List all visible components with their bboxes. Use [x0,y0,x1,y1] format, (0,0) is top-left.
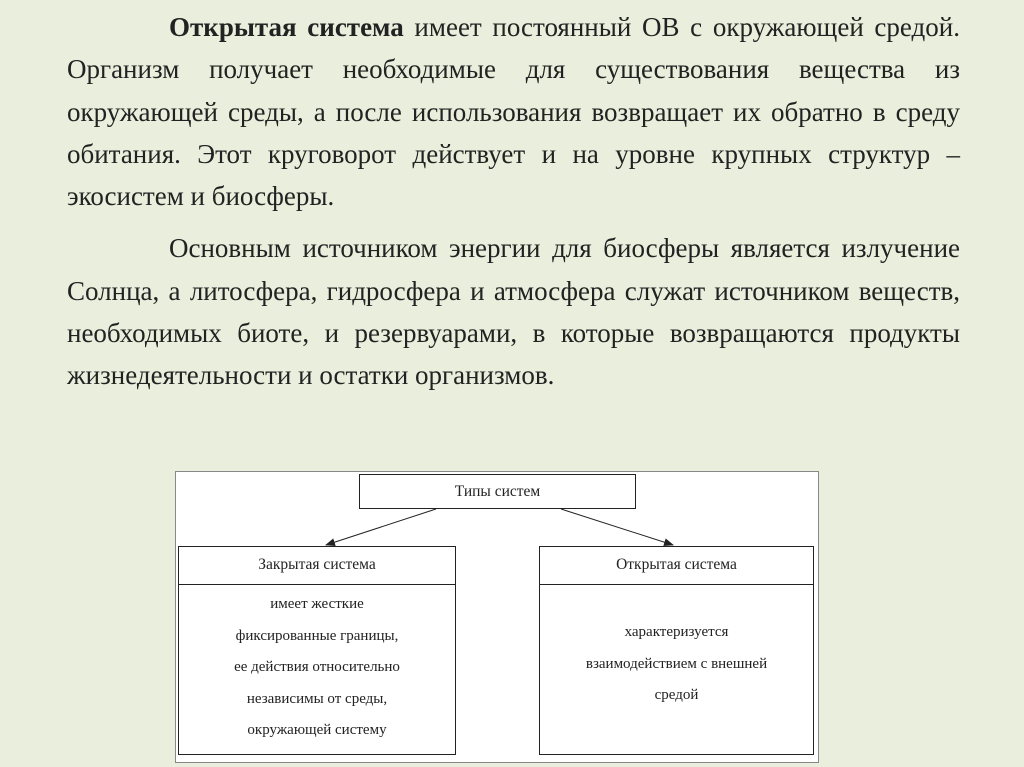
closed-system-description [179,585,455,747]
open-system-line: взаимодействием с внешней [585,655,768,672]
paragraph-open-system [67,6,960,217]
open-system-description [540,585,813,712]
arrow-to-open-system [561,509,673,545]
open-system-title: Открытая система [540,547,813,585]
closed-system-line: фиксированные границы, [235,627,399,644]
closed-system-line: независимы от среды, [246,690,388,707]
arrow-to-closed-system [326,509,436,545]
closed-system-title: Закрытая система [179,547,455,585]
closed-system-line: имеет жесткие [270,596,364,612]
open-system-line: характеризуется [624,624,729,640]
system-types-diagram [175,471,819,763]
closed-system-box [178,546,456,755]
closed-system-line: окружающей систему [247,722,387,738]
paragraph-energy-source: Основным источником энергии для биосферы является излучение Солнца, а литосфера, гидросфера и атмосфера служат источником веществ, необходимых биоте, и резервуарами, в которые возвращаются продукты жизнедеятельности и остатки организмов. [67,233,960,391]
diagram-root-node: Типы систем [359,474,636,509]
closed-system-line: ее действия относительно [234,659,400,675]
open-system-line: средой [654,687,699,703]
main-text [67,6,960,397]
open-system-term: Открытая система [169,12,404,42]
paragraph-open-system-text: имеет постоянный ОВ с окружающей средой. Организм получает необходимые для существования вещества из окружающей среды, а после использования возвращает их обратно в среду обитания. Этот круговорот действует и на уровне крупных структур – экосистем и биосферы. [67,12,960,212]
open-system-box [539,546,814,755]
